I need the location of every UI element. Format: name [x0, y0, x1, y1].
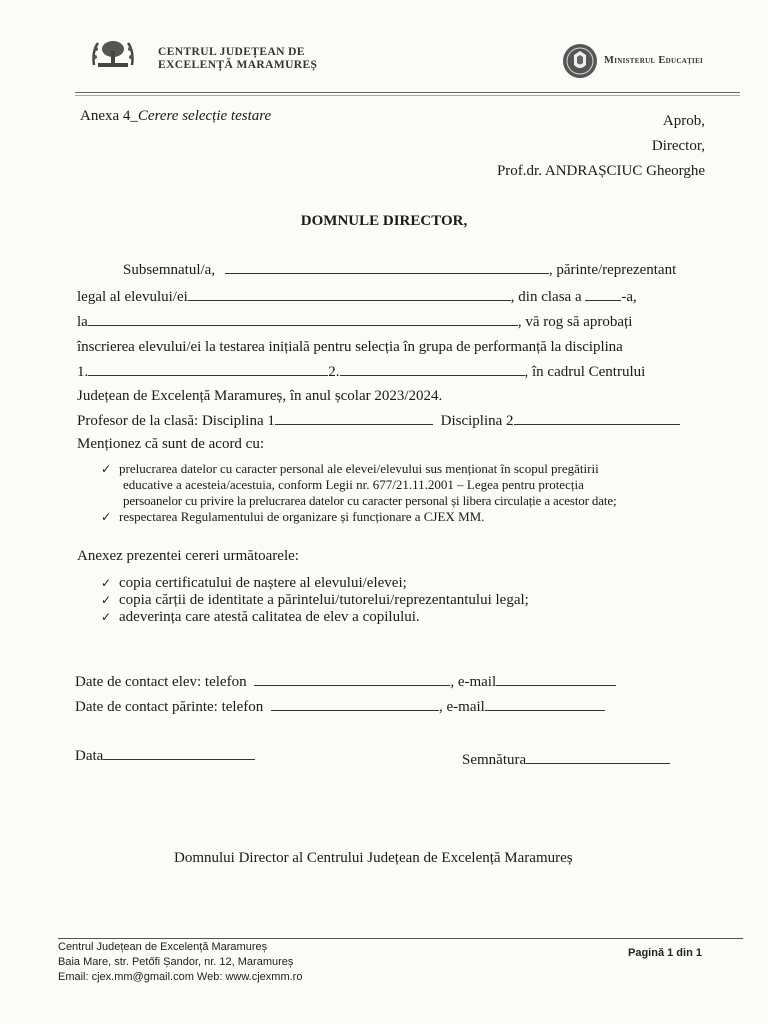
institution-name	[158, 46, 317, 72]
annex-title	[80, 107, 271, 125]
ministry-name: Ministerul Educației	[604, 55, 704, 66]
date-label: Data	[75, 748, 104, 764]
check-icon: ✓	[101, 593, 112, 607]
signature-field[interactable]	[526, 751, 670, 764]
body-l3-end: , vă rog să aprobați	[517, 314, 633, 330]
body-l5-end: , în cadrul Centrului	[524, 364, 646, 380]
name-field[interactable]	[225, 261, 549, 274]
check-icon: ✓	[101, 510, 112, 524]
student-email-label: , e-mail	[450, 674, 497, 690]
student-phone-label: Date de contact elev: telefon	[75, 674, 247, 690]
date-block	[75, 747, 255, 765]
parent-email-label: , e-mail	[439, 699, 485, 715]
agree-text: Menționez că sunt de acord cu:	[77, 436, 265, 452]
teacher-discipline-1-field[interactable]	[275, 412, 433, 425]
consent-item-1-cont: educative a acesteia/acestuia, conform Legii nr. 677/21.11.2001 – Legea pentru protecția	[123, 477, 584, 492]
consent-text-1: prelucrarea datelor cu caracter personal ale elevei/elevului sus menționat în scopul pregătirii	[119, 461, 599, 476]
footer-line-3: Email: cjex.mm@gmail.com Web: www.cjexmm.ro	[58, 971, 303, 983]
school-field[interactable]	[88, 313, 518, 326]
consent-text-2: respectarea Regulamentului de organizare și funcționare a CJEX MM.	[119, 509, 485, 524]
annexes-title: Anexez prezentei cereri următoarele:	[77, 548, 299, 564]
consent-item-1	[101, 461, 599, 477]
body-l7-start: Profesor de la clasă: Disciplina 1	[77, 413, 275, 429]
body-l1-start: Subsemnatul/a,	[123, 262, 216, 278]
body-l5-start: 1.	[77, 364, 89, 380]
institution-line-2: EXCELENȚĂ MARAMUREȘ	[158, 59, 318, 71]
check-icon: ✓	[101, 610, 112, 624]
signature-label: Semnătura	[462, 752, 527, 768]
parent-email-field[interactable]	[485, 698, 605, 711]
approval-line-2: Director,	[651, 138, 705, 154]
footer-line-2: Baia Mare, str. Petőfi Șandor, nr. 12, Maramureș	[58, 956, 294, 968]
footer-line-1: Centrul Județean de Excelență Maramureș	[58, 941, 268, 953]
footer-divider	[58, 938, 743, 939]
page-heading: DOMNULE DIRECTOR,	[300, 213, 468, 229]
annex-name: Cerere selecție testare	[137, 108, 272, 124]
body-line-6: Județean de Excelență Maramureș, în anul școlar 2023/2024.	[77, 388, 443, 404]
body-line-5	[77, 363, 645, 381]
date-field[interactable]	[103, 747, 255, 760]
student-phone-field[interactable]	[254, 673, 450, 686]
student-contact	[75, 673, 616, 691]
annex-text-2: copia cărții de identitate a părintelui/tutorelui/reprezentantului legal;	[119, 592, 529, 608]
page-number: Pagină 1 din 1	[628, 947, 702, 959]
body-l7-mid: Disciplina 2	[440, 413, 514, 429]
annex-text-3: adeverința care atestă calitatea de elev a copilului.	[119, 609, 420, 625]
annex-item-2	[101, 591, 529, 609]
check-icon: ✓	[101, 576, 112, 590]
body-l2-end: -a,	[621, 289, 637, 305]
check-icon: ✓	[101, 462, 112, 476]
parent-phone-label: Date de contact părinte: telefon	[75, 699, 264, 715]
body-line-4: înscrierea elevului/ei la testarea inițială pentru selecția în grupa de performanță la disciplina	[77, 339, 623, 355]
annex-prefix: Anexa 4_	[80, 108, 138, 124]
body-l3-start: la	[77, 314, 88, 330]
body-line-2	[77, 288, 637, 306]
discipline-1-field[interactable]	[88, 363, 328, 376]
teacher-discipline-2-field[interactable]	[514, 412, 680, 425]
consent-item-2	[101, 509, 484, 525]
class-field[interactable]	[585, 288, 621, 301]
body-line-1	[123, 261, 676, 279]
consent-item-1-cont2: persoanelor cu privire la prelucrarea datelor cu caracter personal și libera circulație a acestor date;	[123, 493, 617, 508]
body-l2-mid: , din clasa a	[510, 289, 582, 305]
approval-line-1: Aprob,	[662, 113, 705, 129]
body-l2-start: legal al elevului/ei	[77, 289, 188, 305]
institution-line-1: CENTRUL JUDEȚEAN DE	[158, 46, 305, 58]
parent-phone-field[interactable]	[271, 698, 439, 711]
annex-text-1: copia certificatului de naștere al elevului/elevei;	[119, 575, 407, 591]
addressee: Domnului Director al Centrului Județean de Excelență Maramureș	[174, 850, 573, 866]
discipline-2-field[interactable]	[340, 363, 525, 376]
signature-block	[462, 751, 670, 769]
annex-item-3	[101, 608, 420, 626]
ministry-emblem-icon	[562, 43, 598, 79]
body-line-3	[77, 313, 632, 331]
student-email-field[interactable]	[496, 673, 616, 686]
body-l1-end: , părinte/reprezentant	[548, 262, 677, 278]
student-name-field[interactable]	[188, 288, 511, 301]
approval-line-3: Prof.dr. ANDRAȘCIUC Gheorghe	[496, 163, 705, 179]
annex-item-1	[101, 574, 407, 592]
header-divider	[75, 92, 740, 96]
parent-contact	[75, 698, 605, 716]
footer-address	[58, 940, 302, 985]
body-l5-mid: 2.	[328, 364, 340, 380]
body-line-7	[77, 412, 680, 430]
cjex-logo	[90, 37, 136, 71]
